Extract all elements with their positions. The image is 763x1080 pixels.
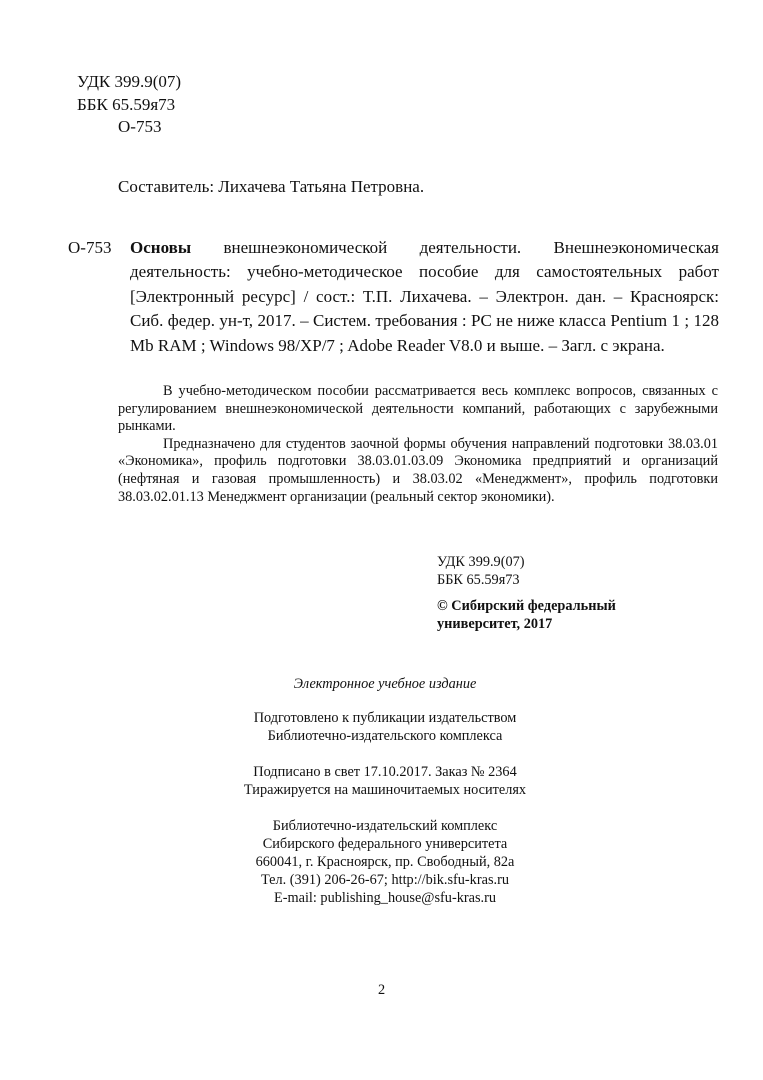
edition-type: Электронное учебное издание	[293, 676, 477, 692]
udk-code-small: УДК 399.9(07)	[437, 554, 525, 570]
publisher-email: E-mail: publishing_house@sfu-kras.ru	[273, 890, 497, 906]
compiler: Составитель: Лихачева Татьяна Петровна.	[118, 177, 425, 196]
bbk-code-small: ББК 65.59я73	[437, 572, 520, 588]
abstract	[118, 383, 718, 506]
publisher-phone: Тел. (391) 206-26-67; http://bik.sfu-kras.ru	[260, 872, 509, 888]
bibliographic-entry	[130, 236, 719, 358]
prepared-line: Библиотечно-издательского комплекса	[267, 728, 503, 744]
signed-block	[185, 763, 585, 799]
signed-line: Подписано в свет 17.10.2017. Заказ № 2364	[253, 764, 517, 780]
publisher-line: Сибирского федерального университета	[262, 836, 508, 852]
prepared-block	[185, 709, 585, 745]
publisher-line: Библиотечно-издательский комплекс	[272, 818, 498, 834]
abstract-paragraph: Предназначено для студентов заочной формы обучения направлений подготовки 38.03.01 «Экономика», профиль подготовки 38.03.01.03.09 Экономика предприятий и организаций (нефтяная и газовая промышленность) и 38.03.02 «Менеджмент», профиль подготовки 38.03.02.01.13 Менеджмент организации (реальный сектор экономики).	[118, 435, 718, 505]
entry-title: Основы	[130, 238, 192, 257]
copyright-line: © Сибирский федеральный	[437, 598, 616, 614]
publisher-address: 660041, г. Красноярск, пр. Свободный, 82а	[255, 854, 515, 870]
copyright	[437, 597, 616, 633]
entry-text: внешнеэкономической деятельности. Внешнеэкономическая деятельность: учебно-методическое пособие для самостоятельных работ [Электронный ресурс] / сост.: Т.П. Лихачева. – Электрон. дан. – Красноярск: Сиб. федер. ун-т, 2017. – Систем. требования : PC не ниже класса Pentium 1 ; 128 Mb RAM ; Windows 98/XP/7 ; Adobe Reader V8.0 и выше. – Загл. с экрана.	[130, 238, 719, 355]
classification-small	[437, 553, 525, 589]
classification-block	[77, 71, 181, 139]
prepared-line: Подготовлено к публикации издательством	[253, 710, 517, 726]
udk-code: УДК 399.9(07)	[77, 72, 182, 91]
publisher-block	[185, 817, 585, 907]
entry-code: О-753	[68, 238, 112, 257]
abstract-paragraph: В учебно-методическом пособии рассматривается весь комплекс вопросов, связанных с регулированием внешнеэкономической деятельности компаний, работающих с зарубежными рынками.	[118, 383, 718, 435]
copyright-line: университет, 2017	[437, 616, 553, 632]
bbk-code: ББК 65.59я73	[77, 94, 176, 114]
author-mark: О-753	[118, 117, 162, 136]
signed-line: Тиражируется на машиночитаемых носителях	[243, 782, 527, 798]
page-number: 2	[378, 982, 386, 998]
